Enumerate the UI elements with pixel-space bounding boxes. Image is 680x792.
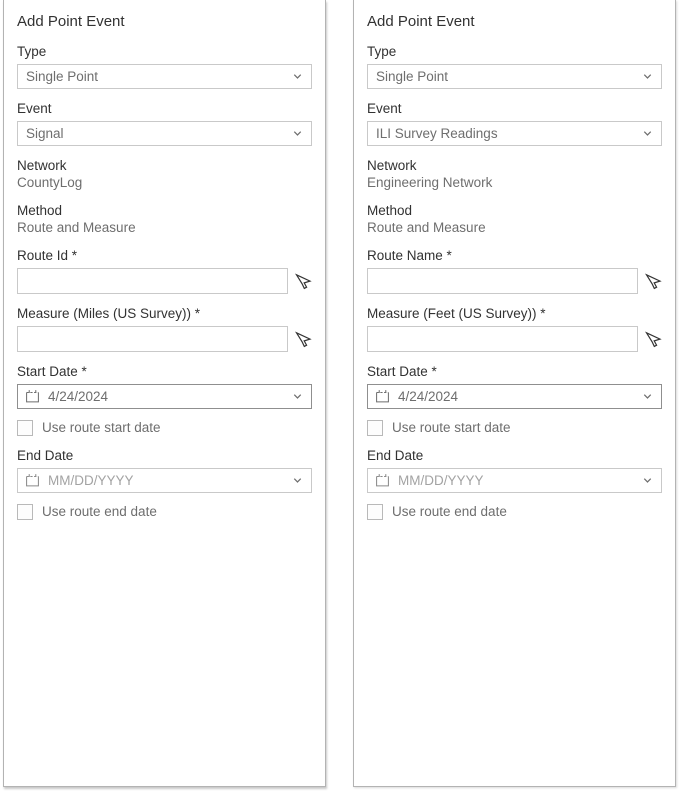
method-value: Route and Measure [367, 220, 486, 235]
end-date-picker[interactable] [17, 468, 312, 493]
end-date-placeholder: MM/DD/YYYY [48, 473, 134, 488]
chevron-down-icon [642, 475, 653, 486]
calendar-icon [375, 389, 390, 404]
use-route-end-date-checkbox[interactable] [367, 504, 383, 520]
use-route-end-date-checkbox[interactable] [17, 504, 33, 520]
type-select-value: Single Point [376, 69, 449, 84]
measure-field [17, 306, 312, 352]
pick-location-arrow-icon[interactable] [295, 273, 312, 290]
end-date-field [367, 448, 662, 493]
end-date-placeholder: MM/DD/YYYY [398, 473, 484, 488]
end-date-field [17, 448, 312, 493]
route-name-label: Route Name * [367, 248, 452, 263]
start-date-label: Start Date * [367, 364, 437, 379]
use-route-start-date-checkbox-row[interactable] [17, 420, 312, 436]
network-label: Network [367, 158, 417, 173]
method-label: Method [17, 203, 63, 218]
use-route-start-date-checkbox-row[interactable] [367, 420, 662, 436]
pick-location-arrow-icon[interactable] [645, 273, 662, 290]
event-field [17, 101, 312, 146]
network-value: Engineering Network [367, 175, 493, 190]
use-route-end-date-checkbox-row[interactable] [367, 504, 662, 520]
chevron-down-icon [642, 128, 653, 139]
measure-label: Measure (Feet (US Survey)) * [367, 306, 546, 321]
calendar-icon [25, 473, 40, 488]
route-id-field [17, 248, 312, 294]
use-route-start-date-checkbox[interactable] [367, 420, 383, 436]
use-route-end-date-label: Use route end date [392, 504, 507, 519]
measure-label: Measure (Miles (US Survey)) * [17, 306, 201, 321]
end-date-picker[interactable] [367, 468, 662, 493]
chevron-down-icon [292, 71, 303, 82]
start-date-field [367, 364, 662, 409]
route-id-label: Route Id * [17, 248, 78, 263]
type-select-value: Single Point [26, 69, 99, 84]
calendar-icon [25, 389, 40, 404]
route-name-input[interactable] [367, 268, 638, 294]
type-field [367, 44, 662, 89]
type-field [17, 44, 312, 89]
add-point-event-panel-left [3, 0, 326, 787]
route-id-input[interactable] [17, 268, 288, 294]
event-select[interactable] [367, 121, 662, 146]
calendar-icon [375, 473, 390, 488]
chevron-down-icon [292, 391, 303, 402]
type-label: Type [367, 44, 397, 59]
chevron-down-icon [642, 71, 653, 82]
network-field [17, 158, 312, 191]
use-route-end-date-label: Use route end date [42, 504, 157, 519]
start-date-value: 4/24/2024 [48, 389, 109, 404]
pick-location-arrow-icon[interactable] [295, 331, 312, 348]
network-label: Network [17, 158, 67, 173]
start-date-picker[interactable] [17, 384, 312, 409]
event-select-value: ILI Survey Readings [376, 126, 498, 141]
method-field [367, 203, 662, 236]
end-date-label: End Date [367, 448, 424, 463]
measure-field [367, 306, 662, 352]
event-label: Event [17, 101, 52, 116]
network-value: CountyLog [17, 175, 83, 190]
measure-input[interactable] [367, 326, 638, 352]
add-point-event-panel-right [353, 0, 676, 787]
start-date-field [17, 364, 312, 409]
start-date-picker[interactable] [367, 384, 662, 409]
event-select[interactable] [17, 121, 312, 146]
route-name-field [367, 248, 662, 294]
method-label: Method [367, 203, 413, 218]
use-route-start-date-label: Use route start date [42, 420, 161, 435]
type-select[interactable] [367, 64, 662, 89]
chevron-down-icon [292, 128, 303, 139]
method-field [17, 203, 312, 236]
pick-location-arrow-icon[interactable] [645, 331, 662, 348]
chevron-down-icon [292, 475, 303, 486]
page-title: Add Point Event [17, 13, 125, 30]
type-label: Type [17, 44, 47, 59]
start-date-label: Start Date * [17, 364, 87, 379]
end-date-label: End Date [17, 448, 74, 463]
start-date-value: 4/24/2024 [398, 389, 459, 404]
event-field [367, 101, 662, 146]
event-label: Event [367, 101, 402, 116]
use-route-start-date-label: Use route start date [392, 420, 511, 435]
event-select-value: Signal [26, 126, 64, 141]
measure-input[interactable] [17, 326, 288, 352]
type-select[interactable] [17, 64, 312, 89]
page-title: Add Point Event [367, 13, 475, 30]
chevron-down-icon [642, 391, 653, 402]
network-field [367, 158, 662, 191]
use-route-end-date-checkbox-row[interactable] [17, 504, 312, 520]
use-route-start-date-checkbox[interactable] [17, 420, 33, 436]
method-value: Route and Measure [17, 220, 136, 235]
